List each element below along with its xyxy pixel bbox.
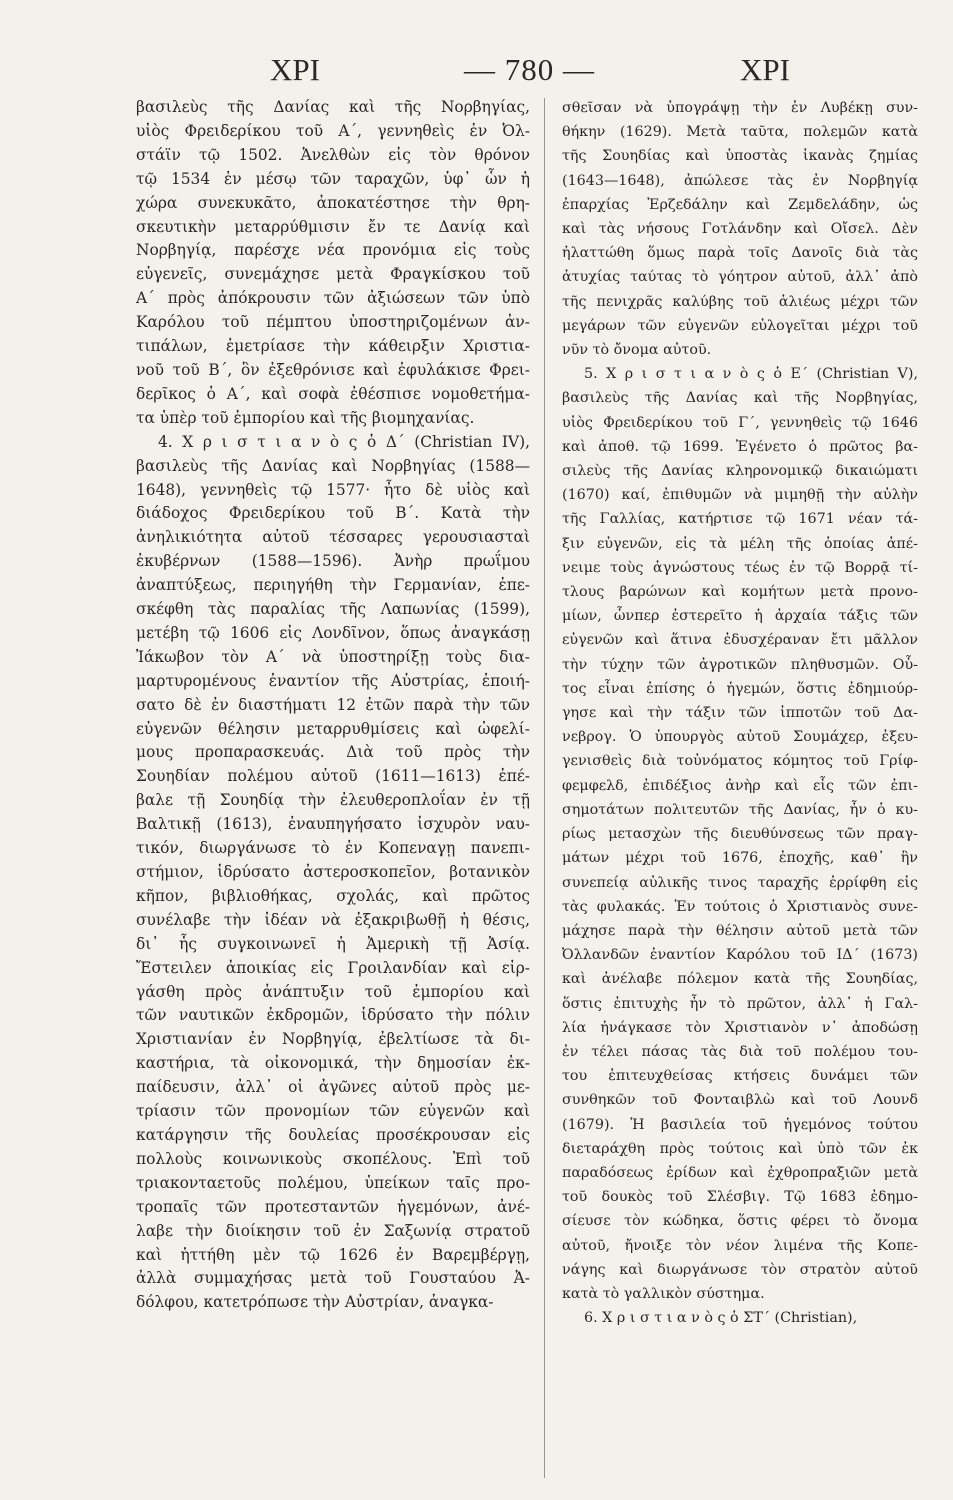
header-right-keyword: ΧΡΙ bbox=[740, 52, 790, 87]
text-line: τὰς φυλακάς. Ἐν τούτοις ὁ Χριστιανὸς συνε- bbox=[562, 898, 918, 915]
text-line: βασιλεὺς τῆς Δανίας καὶ τῆς Νορβηγίας, bbox=[136, 98, 530, 116]
left-column bbox=[136, 96, 530, 1315]
right-column bbox=[562, 96, 918, 1330]
text-line: ἀτυχίας ταύτας τὸ γόητρον αὐτοῦ, ἀλλ᾽ ἀπὸ bbox=[562, 269, 918, 286]
text-line: δερῖκος ὁ Α΄, καὶ σοφὰ ἐθέσπισε νομοθετήμα- bbox=[136, 384, 530, 403]
text-line: συνθηκῶν τοῦ Φονταιβλὼ καὶ τοῦ Λουνδ bbox=[562, 1092, 918, 1109]
text-line: συνεπείᾳ αὐλικῆς τινος ταραχῆς ἐρρίφθη εἰς bbox=[562, 874, 918, 891]
text-line: ἀλλὰ συμμαχήσας μετὰ τοῦ Γουσταύου Ἀ- bbox=[136, 1269, 530, 1288]
text-line: καὶ ἡττήθη μὲν τῷ 1626 ἐν Βαρεμβέργῃ, bbox=[136, 1245, 530, 1264]
text-line: τοῦ δουκὸς τοῦ Σλέσβιγ. Τῷ 1683 ἐδημο- bbox=[562, 1189, 918, 1206]
text-line: καὶ ἀποθ. τῷ 1699. Ἐγένετο ὁ πρῶτος βα- bbox=[562, 438, 918, 455]
text-line: μετέβη τῷ 1606 εἰς Λονδῖνον, ὅπως ἀναγκάσῃ bbox=[136, 623, 530, 642]
text-line: τῆς Γαλλίας, κατήρτισε τῷ 1671 νέαν τά- bbox=[562, 511, 918, 528]
text-line: κατάργησιν τῆς δουλείας προσέκρουσαν εἰς bbox=[136, 1125, 530, 1144]
text-line: ρίως μετασχὼν τῆς διευθύνσεως τῶν πραγ- bbox=[562, 826, 918, 843]
text-line: εὐγενῶν θέλησιν μεταρρυθμίσεις καὶ ὠφελί- bbox=[136, 719, 530, 738]
text-line: δόλφου, κατετρόπωσε τὴν Αὐστρίαν, ἀναγκα- bbox=[136, 1293, 494, 1312]
text-line: 1648), γεννηθεὶς τῷ 1577· ἦτο δὲ υἱὸς καὶ bbox=[136, 480, 530, 499]
text-line: μάχησε παρὰ τὴν θέλησιν αὐτοῦ μετὰ τῶν bbox=[562, 922, 918, 939]
text-line: συνέλαβε τὴν ἰδέαν νὰ ἐξακριβωθῇ ἡ θέσις, bbox=[136, 910, 530, 929]
text-line: Ἔστειλεν ἀποικίας εἰς Γροιλανδίαν καὶ εἰρ- bbox=[136, 958, 530, 977]
text-line: υἱὸς Φρειδερίκου τοῦ Γ΄, γεννηθεὶς τῷ 1646 bbox=[562, 414, 918, 431]
text-line: σημοτάτων πολιτευτῶν τῆς Δανίας, ἦν ὁ κυ- bbox=[562, 801, 918, 818]
text-line: ἐκυβέρνων (1588—1596). Ἀνὴρ πρωΐμου bbox=[136, 552, 530, 571]
text-line: τροπαῖς τῶν προτεσταντῶν ἡγεμόνων, ἀνέ- bbox=[136, 1197, 530, 1216]
page-number: — 780 — bbox=[464, 52, 595, 87]
text-line: τλους βαρώνων καὶ κομήτων μετὰ προνο- bbox=[562, 584, 918, 601]
text-line: βασιλεὺς τῆς Δανίας καὶ τῆς Νορβηγίας, bbox=[562, 390, 918, 407]
text-line: εὐγενῶν καὶ ἅτινα ἐδυσχέραναν ἔτι μᾶλλον bbox=[562, 632, 918, 649]
text-line: κῆπον, βιβλιοθήκας, σχολάς, καὶ πρῶτος bbox=[136, 886, 530, 905]
text-line: αὐτοῦ, ἤνοιξε τὸν νέον λιμένα τῆς Κοπε- bbox=[562, 1237, 918, 1254]
text-line: τῆς Σουηδίας καὶ ὑποστὰς ἱκανὰς ζημίας bbox=[562, 148, 918, 165]
text-line: βαλε τῇ Σουηδίᾳ τὴν ἐλευθεροπλοΐαν ἐν τῇ bbox=[136, 791, 530, 810]
text-line: Ἰάκωβον τὸν Α΄ νὰ ὑποστηρίξῃ τοὺς δια- bbox=[136, 647, 530, 666]
text-line: Ὀλλανδῶν ἐναντίον Καρόλου τοῦ ΙΔ΄ (1673) bbox=[562, 947, 918, 964]
text-line: σκευτικὴν μεταρρύθμισιν ἔν τε Δανίᾳ καὶ bbox=[136, 217, 530, 236]
text-line: Νορβηγίᾳ, παρέσχε νέα προνόμια εἰς τοὺς bbox=[136, 241, 530, 260]
text-line: καὶ ἀνέλαβε πόλεμον κατὰ τῆς Σουηδίας, bbox=[562, 971, 918, 988]
text-line: τιπάλων, ἐμετρίασε τὴν κάθειρξιν Χριστια- bbox=[136, 337, 530, 356]
text-line: ἀνηλικιότητα αὐτοῦ τέσσαρες γερουσιασταὶ bbox=[136, 528, 530, 547]
text-line: ξιν εὐγενῶν, εἰς τὰ μέλη τῆς ὁποίας ἀπέ- bbox=[562, 535, 918, 552]
text-line: μίων, ὧνπερ ἐστερεῖτο ἡ ἀρχαία τάξις τῶν bbox=[562, 608, 918, 625]
text-line: καὶ τὰς νήσους Γοτλάνδην καὶ Οἴσελ. Δὲν bbox=[562, 221, 918, 238]
text-line: ἐν τέλει πάσας τὰς διὰ τοῦ πολέμου του- bbox=[562, 1043, 918, 1060]
text-line: ὅστις ἐπιτυχὴς ἦν τὸ πρῶτον, ἀλλ᾽ ἡ Γαλ- bbox=[562, 995, 918, 1012]
text-line: νεβρογ. Ὁ ὑπουργὸς αὐτοῦ Σουμάχερ, ἐξευ- bbox=[562, 729, 918, 746]
text-line: Σουηδίαν πολέμου αὐτοῦ (1611—1613) ἐπέ- bbox=[136, 767, 530, 786]
text-line: πολλοὺς κοινωνικοὺς σκοπέλους. Ἐπὶ τοῦ bbox=[136, 1149, 530, 1168]
text-line: νάγης καὶ διωργάνωσε τὸν στρατὸν αὐτοῦ bbox=[562, 1261, 918, 1278]
text-line: τῆς πενιχρᾶς καλύβης τοῦ ἁλιέως μέχρι τῶν bbox=[562, 293, 918, 310]
text-line: τα ὑπὲρ τοῦ ἐμπορίου καὶ τῆς βιομηχανίας. bbox=[136, 408, 475, 427]
text-line: γάσθη πρὸς ἀνάπτυξιν τοῦ ἐμπορίου καὶ bbox=[136, 982, 530, 1001]
text-line: (1679). Ἡ βασιλεία τοῦ ἡγεμόνος τούτου bbox=[562, 1116, 918, 1133]
text-line: στήμιον, ἱδρύσατο ἀστεροσκοπεῖον, βοτανικὸν bbox=[136, 863, 530, 881]
text-line: 6. Χ ρ ι σ τ ι α ν ὸ ς ὁ ΣΤ΄ (Christian), bbox=[584, 1310, 858, 1327]
text-line: τικόν, διωργάνωσε τὸ ἐν Κοπεναγῃ πανεπι- bbox=[136, 839, 530, 858]
text-line: διάδοχος Φρειδερίκου τοῦ Β΄. Κατὰ τὴν bbox=[136, 504, 530, 523]
text-line: Χριστιανίαν ἐν Νορβηγίᾳ, ἐβελτίωσε τὰ δι- bbox=[136, 1030, 530, 1049]
text-line: νῦν τὸ ὄνομα αὐτοῦ. bbox=[562, 342, 712, 359]
text-line: τος εἶναι ἐπίσης ὁ ἡγεμών, ὅστις ἐδημιούρ- bbox=[562, 680, 918, 697]
text-line: παραδόσεως ἐρίδων καὶ ἐχθροπραξιῶν μετὰ bbox=[562, 1164, 918, 1181]
text-line: σατο δὲ ἐν διαστήματι 12 ἐτῶν παρὰ τὴν τῶν bbox=[136, 695, 530, 714]
text-line: καστήρια, τὰ οἰκονομικά, τὴν δημοσίαν ἐκ- bbox=[136, 1054, 530, 1073]
text-line: μάτων μέχρι τοῦ 1676, ἐποχῆς, καθ᾽ ἣν bbox=[562, 850, 918, 867]
text-line: φεμφελδ, ἐπιδέξιος ἀνὴρ καὶ εἷς τῶν ἐπι- bbox=[562, 777, 918, 794]
column-divider bbox=[544, 98, 545, 1478]
text-line: διεταράχθη πρὸς τούτοις καὶ ὑπὸ τῶν ἐκ bbox=[562, 1140, 918, 1157]
text-line: του ἐπιτευχθείσας κτήσεις δυνάμει τῶν bbox=[562, 1068, 918, 1085]
text-line: βασιλεὺς τῆς Δανίας καὶ Νορβηγίας (1588— bbox=[136, 456, 530, 475]
text-line: Βαλτικῇ (1613), ἐναυπηγήσατο ἰσχυρὸν ναυ- bbox=[136, 815, 530, 834]
text-line: μεγάρων τῶν εὐγενῶν εὐλογεῖται μέχρι τοῦ bbox=[562, 317, 918, 334]
text-line: σίευσε τὸν κώδηκα, ὅστις φέρει τὸ ὄνομα bbox=[562, 1213, 918, 1230]
text-line: τὴν τύχην τῶν ἀγροτικῶν πληθυσμῶν. Οὗ- bbox=[562, 656, 918, 673]
text-line: 4. Χ ρ ι σ τ ι α ν ὸ ς ὁ Δ΄ (Christian IV), bbox=[158, 432, 530, 451]
text-line: Α΄ πρὸς ἀπόκρουσιν τῶν ἀξιώσεων τῶν ὑπὸ bbox=[136, 289, 530, 308]
text-line: κατὰ τὸ γαλλικὸν σύστημα. bbox=[562, 1285, 765, 1302]
text-line: τρίασιν τῶν προνομίων τῶν εὐγενῶν καὶ bbox=[136, 1102, 530, 1121]
text-line: νειμε τοὺς ἀγνώστους τέως ἐν τῷ Βορρᾷ τί- bbox=[562, 559, 918, 576]
header-left-keyword: ΧΡΙ bbox=[270, 52, 320, 87]
text-line: παίδευσιν, ἀλλ᾽ οἱ ἀγῶνες αὐτοῦ πρὸς με- bbox=[136, 1078, 530, 1097]
text-line: τῶν ναυτικῶν ἐκδρομῶν, ἱδρύσατο τὴν πόλιν bbox=[136, 1006, 530, 1025]
text-line: θήκην (1629). Μετὰ ταῦτα, πολεμῶν κατὰ bbox=[562, 124, 918, 141]
text-line: σθεῖσαν νὰ ὑπογράψῃ τὴν ἐν Λυβέκῃ συν- bbox=[562, 100, 918, 116]
text-line: ἐπαρχίας Ἐρζεδάλην καὶ Ζεμδελάδην, ὡς bbox=[562, 196, 918, 213]
text-line: χώρα συνεκυκᾶτο, ἀποκατέστησε τὴν θρη- bbox=[136, 193, 530, 212]
page-header bbox=[0, 52, 953, 96]
text-line: λαβε τὴν διοίκησιν τοῦ ἐν Σαξωνίᾳ στρατοῦ bbox=[136, 1221, 530, 1240]
text-line: στάϊν τῷ 1502. Ἀνελθὼν εἰς τὸν θρόνον bbox=[136, 145, 530, 164]
text-line: τριακονταετοῦς πολέμου, ὑπείκων ταῖς προ- bbox=[136, 1173, 530, 1192]
text-line: γενισθεὶς διὰ τοὐνόματος κόμητος τοῦ Γρίφ- bbox=[562, 753, 918, 770]
text-line: (1643—1648), ἀπώλεσε τὰς ἐν Νορβηγίᾳ bbox=[562, 172, 918, 189]
text-line: σκέφθη τὰς παραλίας τῆς Λαπωνίας (1599), bbox=[136, 600, 530, 619]
text-line: δι᾽ ἧς συγκοινωνεῖ ἡ Ἀμερικὴ τῇ Ἀσίᾳ. bbox=[136, 934, 530, 953]
text-line: μαρτυρομένους ἐναντίον τῆς Αὐστρίας, ἐποιή- bbox=[136, 671, 530, 690]
text-line: σιλεὺς τῆς Δανίας κληρονομικῷ δικαιώματι bbox=[562, 463, 918, 480]
text-line: ἀναπτύξεως, περιηγήθη τὴν Γερμανίαν, ἐπε- bbox=[136, 576, 530, 595]
text-line: εὐγενεῖς, συνεμάχησε μετὰ Φραγκίσκου τοῦ bbox=[136, 265, 530, 284]
text-line: νοῦ τοῦ Β΄, ὃν ἐξεθρόνισε καὶ ἐφυλάκισε Φρει- bbox=[136, 360, 530, 379]
text-line: λία ἠνάγκασε τὸν Χριστιανὸν ν᾽ ἀποδώσῃ bbox=[562, 1019, 918, 1036]
text-line: τῷ 1534 ἐν μέσῳ τῶν ταραχῶν, ὑφ᾽ ὧν ἡ bbox=[136, 169, 530, 188]
text-line: 5. Χ ρ ι σ τ ι α ν ὸ ς ὁ Ε΄ (Christian V), bbox=[584, 366, 918, 383]
text-line: γησε καὶ τὴν τάξιν τῶν ἱπποτῶν τοῦ Δα- bbox=[562, 705, 918, 722]
text-line: μους προπαρασκευάς. Διὰ τοῦ πρὸς τὴν bbox=[136, 743, 530, 762]
text-line: υἱὸς Φρειδερίκου τοῦ Α΄, γεννηθεὶς ἐν Ὀλ- bbox=[136, 121, 530, 140]
text-line: (1670) καί, ἐπιθυμῶν νὰ μιμηθῇ τὴν αὐλὴν bbox=[562, 487, 918, 504]
text-line: Καρόλου τοῦ πέμπτου ὑποστηριζομένων ἀν- bbox=[136, 313, 530, 332]
text-line: ἠλαττώθη ὅμως παρὰ τοῖς Δανοῖς διὰ τὰς bbox=[562, 245, 918, 262]
